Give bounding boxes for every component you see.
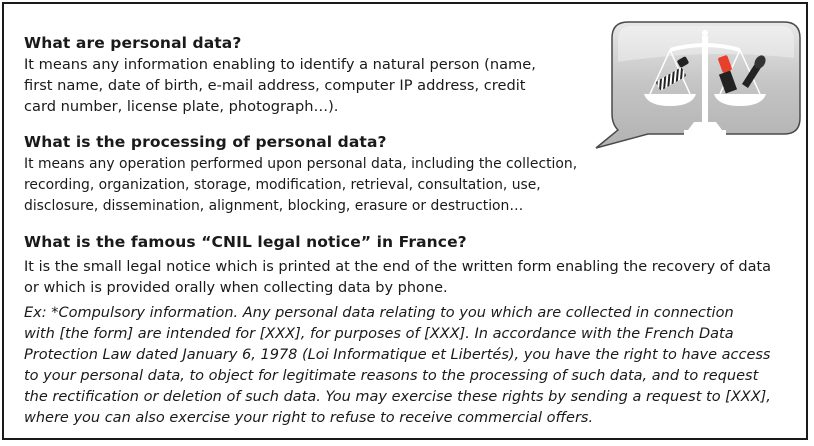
- section-text-cnil-notice: [24, 257, 771, 299]
- balance-scale-speech-bubble-icon: [588, 18, 806, 154]
- example-line: the rectification or deletion of such data. You may exercise these rights by sending a request to [XXX],: [24, 389, 771, 405]
- example-line: where you can also exercise your right to refuse to receive commercial offers.: [24, 410, 594, 426]
- text-line: or which is provided orally when collecting data by phone.: [24, 280, 448, 296]
- text-line: It means any operation performed upon personal data, including the collection,: [24, 156, 578, 172]
- section-text-personal-data: [24, 54, 536, 117]
- example-line: Protection Law dated January 6, 1978 (Loi Informatique et Libertés), you have the right to have access: [24, 347, 771, 363]
- section-text-processing: [24, 154, 577, 217]
- text-line: card number, license plate, photograph…).: [24, 98, 339, 115]
- section-heading-processing: What is the processing of personal data?: [24, 133, 387, 151]
- section-heading-cnil-notice: What is the famous “CNIL legal notice” in France?: [24, 233, 467, 251]
- text-line: recording, organization, storage, modification, retrieval, consultation, use,: [24, 177, 541, 193]
- example-line: to your personal data, to object for legitimate reasons to the processing of such data, and to request: [24, 368, 759, 384]
- section-heading-personal-data: What are personal data?: [24, 34, 242, 52]
- text-line: It means any information enabling to identify a natural person (name,: [24, 56, 536, 73]
- text-line: It is the small legal notice which is printed at the end of the written form enabling the recovery of data: [24, 259, 772, 275]
- text-line: first name, date of birth, e-mail address, computer IP address, credit: [24, 77, 526, 94]
- document-frame: [2, 2, 808, 440]
- example-line: Ex: *Compulsory information. Any personal data relating to you which are collected in connection: [24, 305, 734, 321]
- cnil-notice-example: [24, 303, 771, 429]
- example-line: with [the form] are intended for [XXX], for purposes of [XXX]. In accordance with the French Data: [24, 326, 734, 342]
- text-line: disclosure, dissemination, alignment, blocking, erasure or destruction…: [24, 198, 524, 214]
